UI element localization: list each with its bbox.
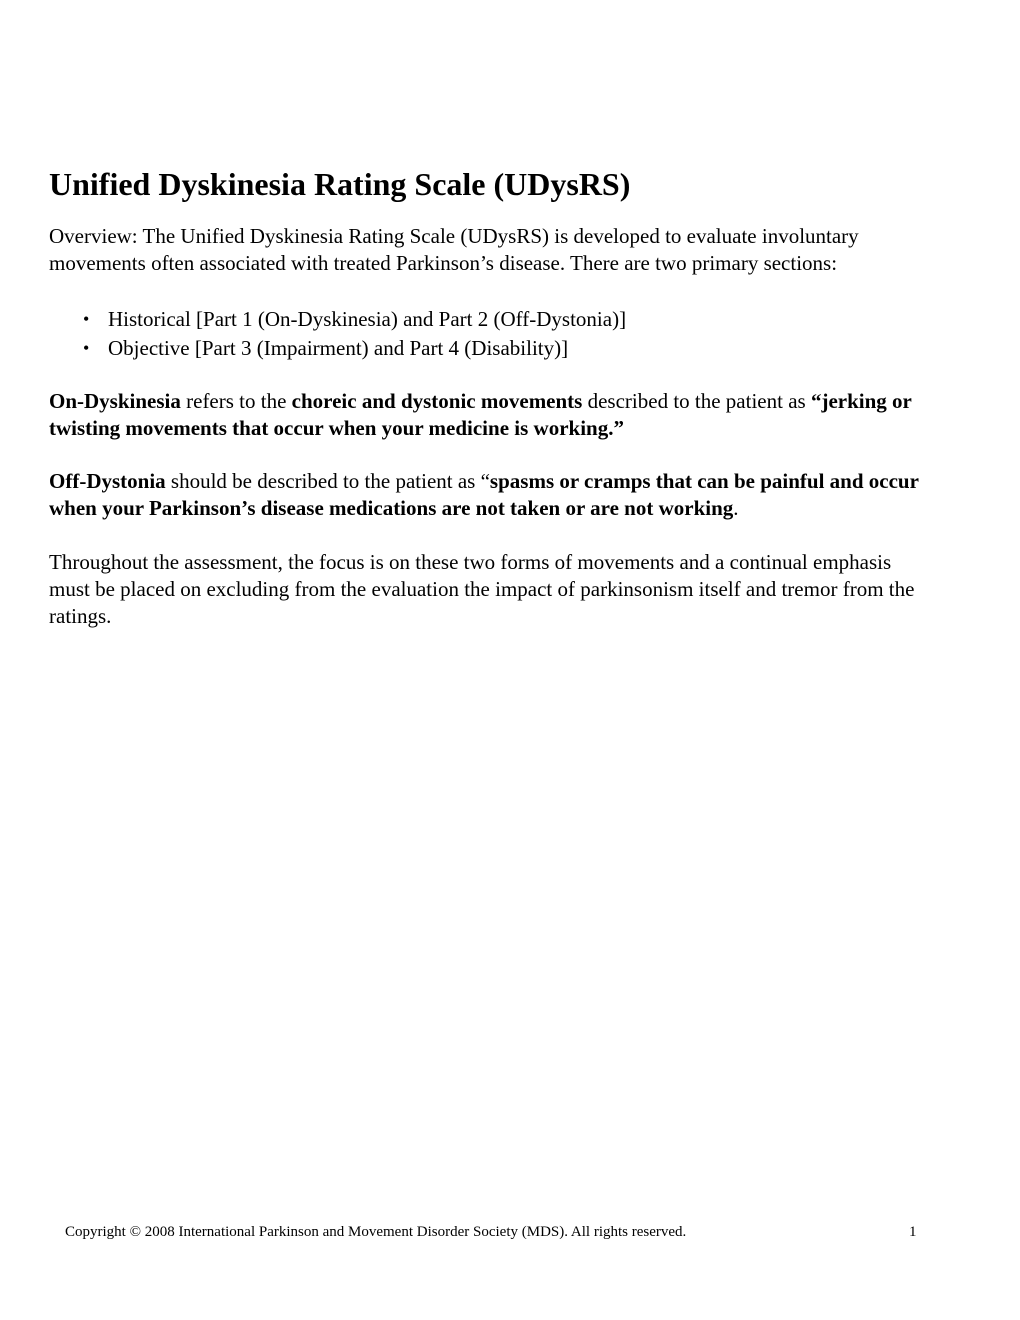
off-dystonia-end: . [733, 496, 739, 520]
overview-paragraph: Overview: The Unified Dyskinesia Rating Scale (UDysRS) is developed to evaluate involuntary movements often associated with treated Parkinson’s disease. There are two primary sections: [49, 224, 859, 275]
section-objective: Objective [Part 3 (Impairment) and Part 4 (Disability)] [108, 336, 569, 360]
on-dyskinesia-paragraph [49, 388, 929, 442]
off-dystonia-quote: spasms or cramps that can be painful and occur when your Parkinson’s disease medications are not taken or are not working [49, 469, 919, 520]
bullet-icon: • [83, 309, 90, 329]
bullet-icon: • [83, 338, 90, 358]
page-title: Unified Dyskinesia Rating Scale (UDysRS) [49, 166, 631, 202]
on-dyskinesia-emphasis: choreic and dystonic movements [291, 389, 583, 413]
list-item [49, 334, 929, 363]
off-dystonia-term: Off-Dystonia [49, 469, 166, 493]
off-dystonia-text-1: should be described to the patient as “ [165, 469, 490, 493]
list-item [49, 305, 929, 334]
footer-copyright: Copyright © 2008 International Parkinson and Movement Disorder Society (MDS). All rights reserved. [65, 1224, 687, 1240]
on-dyskinesia-quote: “jerking or twisting movements that occur when your medicine is working.” [49, 389, 912, 440]
sections-list [49, 305, 929, 363]
on-dyskinesia-text-1: refers to the [180, 389, 292, 413]
throughout-paragraph: Throughout the assessment, the focus is on these two forms of movements and a continual emphasis must be placed on excluding from the evaluation the impact of parkinsonism itself and tremor from the ratings. [49, 550, 915, 628]
page-number: 1 [909, 1224, 917, 1240]
on-dyskinesia-term: On-Dyskinesia [49, 389, 181, 413]
on-dyskinesia-text-2: described to the patient as [582, 389, 811, 413]
off-dystonia-paragraph [49, 468, 929, 522]
section-historical: Historical [Part 1 (On-Dyskinesia) and Part 2 (Off-Dystonia)] [108, 307, 627, 331]
